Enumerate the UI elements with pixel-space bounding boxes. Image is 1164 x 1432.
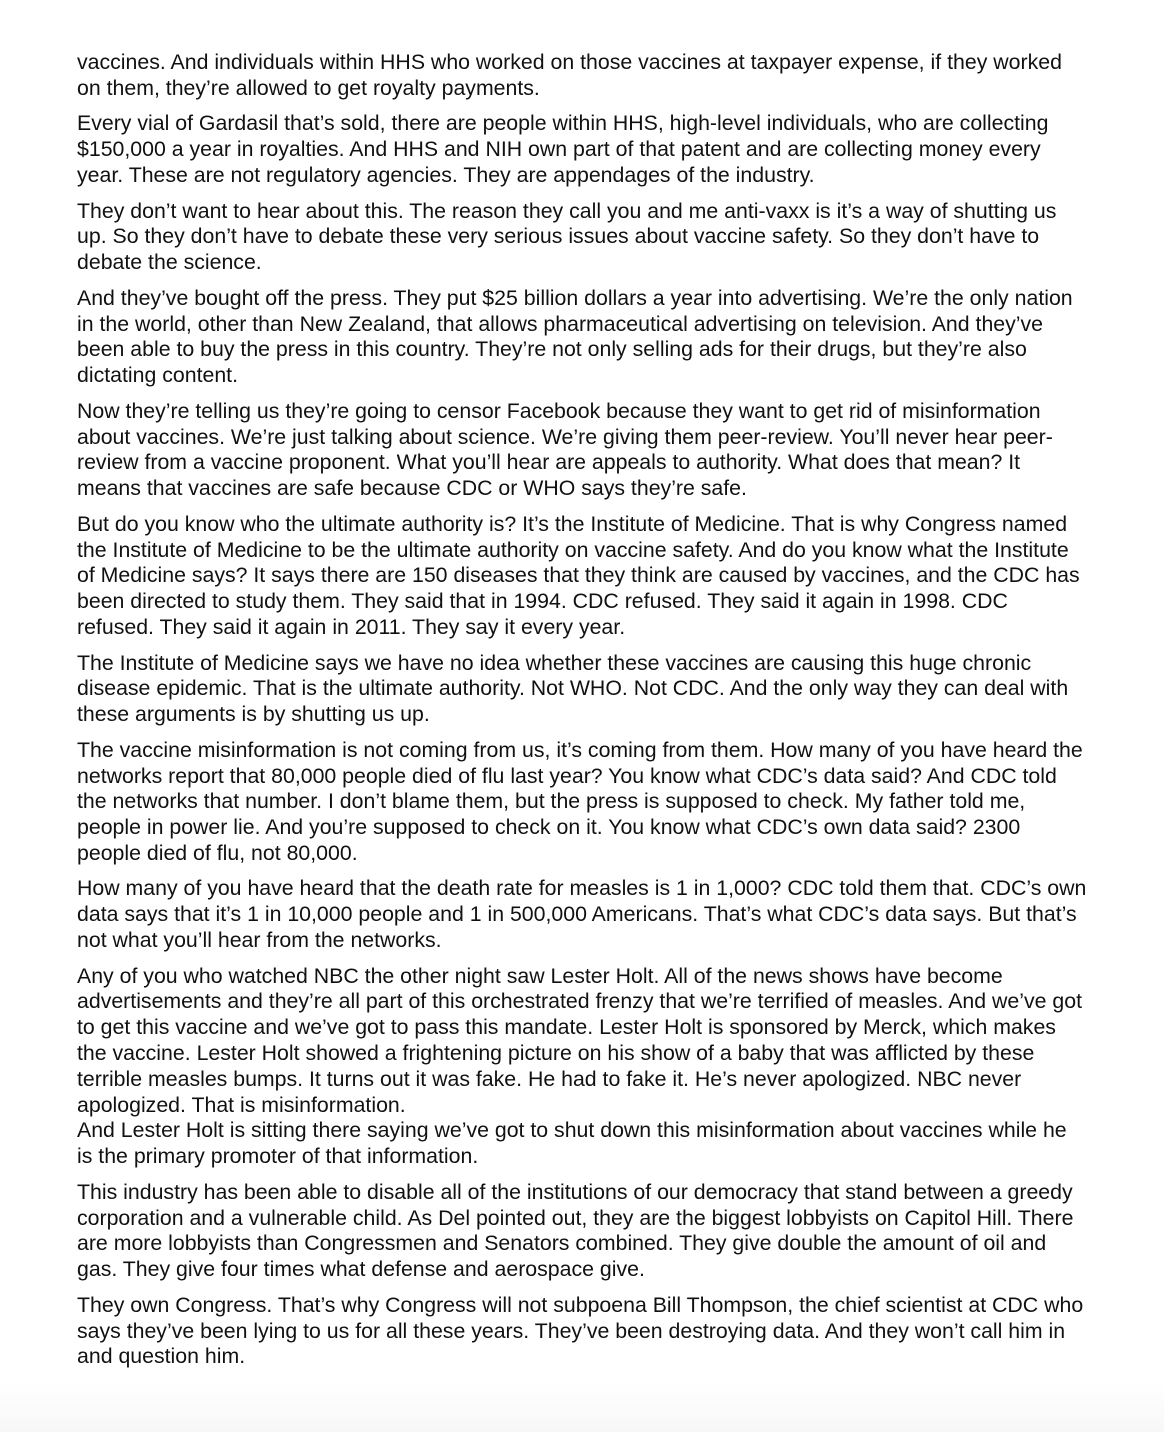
document-body <box>77 50 1087 1370</box>
paragraph-facebook-censorship: Now they’re telling us they’re going to censor Facebook because they want to get rid of misinformation about vaccines. We’re just talking about science. We’re giving them peer-review. You’ll never hear peer-review from a vaccine proponent. What you’ll hear are appeals to authority. What does that mean? It means that vaccines are safe because CDC or WHO says they’re safe. <box>77 398 1053 501</box>
paragraph-ultimate-authority: The Institute of Medicine says we have no idea whether these vaccines are causing this huge chronic disease epidemic. That is the ultimate authority. Not WHO. Not CDC. And the only way they can deal with these arguments is by shutting us up. <box>77 650 1069 727</box>
page-bottom-edge <box>0 1382 1164 1432</box>
paragraph-institute-of-medicine: But do you know who the ultimate authority is? It’s the Institute of Medicine. That is why Congress named the Institute of Medicine to be the ultimate authority on vaccine safety. And do you know what the Institute of Medicine says? It says there are 150 diseases that they think are caused by vaccines, and the CDC has been directed to study them. They said that in 1994. CDC refused. They said it again in 1998. CDC refused. They said it again in 2011. They say it every year. <box>77 511 1080 639</box>
paragraph-lobbyists: This industry has been able to disable all of the institutions of our democracy that stand between a greedy corporation and a vulnerable child. As Del pointed out, they are the biggest lobbyists on Capitol Hill. There are more lobbyists than Congressmen and Senators combined. They give double the amount of oil and gas. They give four times what defense and aerospace give. <box>77 1179 1074 1282</box>
paragraph-flu-deaths: The vaccine misinformation is not coming from us, it’s coming from them. How many of you have heard the networks report that 80,000 people died of flu last year? You know what CDC’s data said? And CDC told the networks that number. I don’t blame them, but the press is supposed to check. My father told me, people in power lie. And you’re supposed to check on it. You know what CDC’s own data said? 2300 people died of flu, not 80,000. <box>77 737 1083 865</box>
paragraph-press-advertising: And they’ve bought off the press. They put $25 billion dollars a year into advertising. We’re the only nation in the world, other than New Zealand, that allows pharmaceutical advertising on television. And they’ve been able to buy the press in this country. They’re not only selling ads for their drugs, but they’re also dictating content. <box>77 285 1073 388</box>
paragraph-lester-holt: Any of you who watched NBC the other night saw Lester Holt. All of the news shows have become advertisements and they’re all part of this orchestrated frenzy that we’re terrified of measles. And we’ve got to get this vaccine and we’ve got to pass this mandate. Lester Holt is sponsored by Merck, which makes the vaccine. Lester Holt showed a frightening picture on his show of a baby that was afflicted by these terrible measles bumps. It turns out it was fake. He had to fake it. He’s never apologized. NBC never apologized. That is misinformation. <box>77 963 1082 1117</box>
paragraph-anti-vaxx-label: They don’t want to hear about this. The reason they call you and me anti-vaxx is it’s a way of shutting us up. So they don’t have to debate these very serious issues about vaccine safety. So they don’t have to debate the science. <box>77 198 1057 275</box>
paragraph-lester-holt-continued: And Lester Holt is sitting there saying we’ve got to shut down this misinformation about vaccines while he is the primary promoter of that information. <box>77 1118 1067 1169</box>
paragraph-congress: They own Congress. That’s why Congress will not subpoena Bill Thompson, the chief scientist at CDC who says they’ve been lying to us for all these years. They’ve been destroying data. And they won’t call him in and question him. <box>77 1292 1084 1369</box>
paragraph-measles-death-rate: How many of you have heard that the death rate for measles is 1 in 1,000? CDC told them that. CDC’s own data says that it’s 1 in 10,000 people and 1 in 500,000 Americans. That’s what CDC’s data says. But that’s not what you’ll hear from the networks. <box>77 876 1087 953</box>
paragraph-royalty-payments: vaccines. And individuals within HHS who worked on those vaccines at taxpayer expense, if they worked on them, they’re allowed to get royalty payments. <box>77 50 1062 100</box>
paragraph-gardasil-royalties: Every vial of Gardasil that’s sold, there are people within HHS, high-level individuals, who are collecting $150,000 a year in royalties. And HHS and NIH own part of that patent and are collecting money every year. These are not regulatory agencies. They are appendages of the industry. <box>77 111 1049 187</box>
